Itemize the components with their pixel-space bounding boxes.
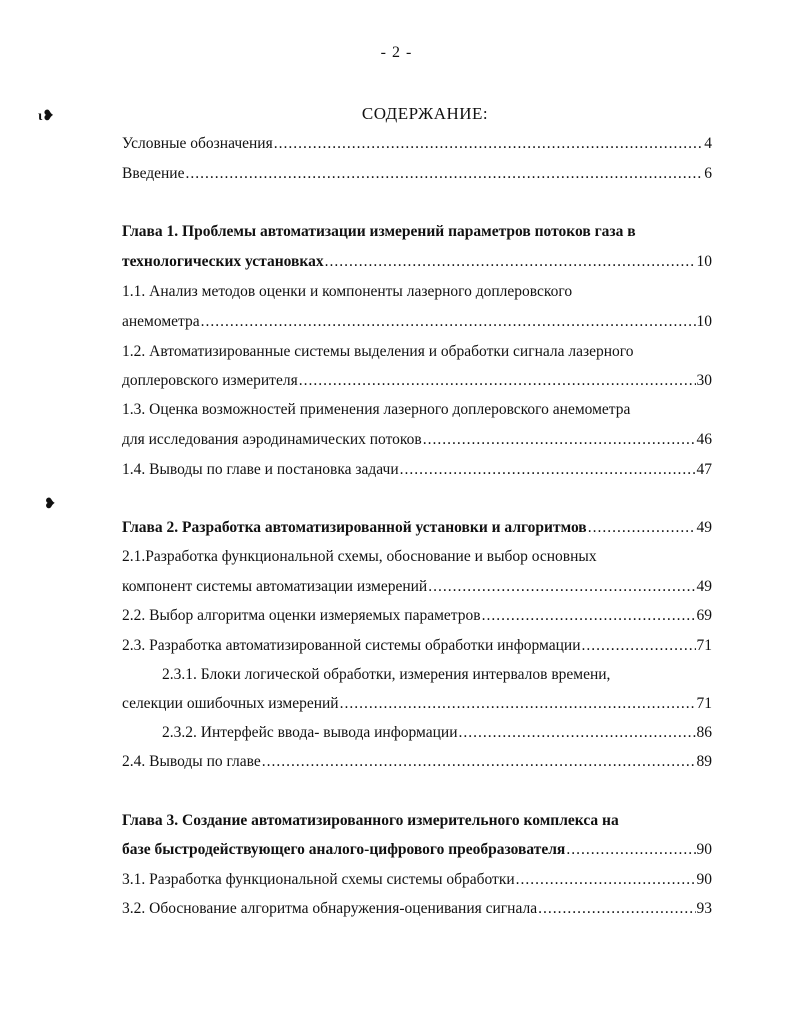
toc-entry: [122, 577, 712, 597]
dot-leader: [423, 430, 696, 450]
toc-entry: [122, 164, 712, 184]
toc-entry: [122, 636, 712, 656]
toc-entry: [122, 430, 712, 450]
toc-page-number: 47: [696, 461, 712, 478]
toc-chapter-heading: Глава 1. Проблемы автоматизации измерений параметров потоков газа в: [122, 223, 636, 240]
toc-entry-text: для исследования аэродинамических потоков: [122, 431, 422, 448]
toc-entry-text: базе быстродействующего аналого-цифрового преобразователя: [122, 841, 566, 858]
toc-page-number: 71: [696, 637, 712, 654]
toc-entry-text: 3.2. Обоснование алгоритма обнаружения-оценивания сигнала: [122, 900, 538, 917]
toc-page-number: 6: [704, 165, 712, 182]
toc-entry-text: 1.3. Оценка возможностей применения лазерного доплеровского анемометра: [122, 401, 631, 418]
toc-page-number: 93: [696, 900, 712, 917]
toc-page-number: 71: [696, 695, 712, 712]
toc-page-number: 49: [696, 578, 712, 595]
toc-page-number: 86: [696, 724, 712, 741]
toc-entry: [122, 460, 712, 480]
dot-leader: [581, 636, 695, 656]
toc-entry: [122, 870, 712, 890]
toc-page-number: 69: [696, 607, 712, 624]
toc-entry: [122, 694, 712, 714]
toc-entry-text: Условные обозначения: [122, 135, 273, 152]
toc-entry: [122, 312, 712, 332]
dot-leader: [299, 371, 696, 391]
toc-page-number: 89: [696, 753, 712, 770]
toc-entry-text: Глава 2. Разработка автоматизированной установки и алгоритмов: [122, 519, 587, 536]
toc-page-number: 90: [696, 841, 712, 858]
toc-page-number: 30: [696, 372, 712, 389]
toc-entry-text: 3.1. Разработка функциональной схемы системы обработки: [122, 871, 515, 888]
dot-leader: [516, 870, 696, 890]
toc-entry: [122, 840, 712, 860]
dot-leader: [588, 518, 696, 538]
toc-entry-text: Введение: [122, 165, 185, 182]
toc-entry: [122, 518, 712, 538]
toc-entry-text: 2.4. Выводы по главе: [122, 753, 261, 770]
toc-page-number: 10: [696, 253, 712, 270]
toc-page-number: 90: [696, 871, 712, 888]
toc-entry-text: компонент системы автоматизации измерений: [122, 578, 428, 595]
toc-page-number: 10: [696, 313, 712, 330]
scan-mark: ɩ❥: [38, 109, 55, 124]
page-number: - 2 -: [380, 44, 413, 61]
toc-entry-text: 2.3.2. Интерфейс ввода- вывода информации: [162, 724, 458, 741]
toc-chapter-heading: Глава 3. Создание автоматизированного измерительного комплекса на: [122, 812, 619, 829]
toc-title: СОДЕРЖАНИЕ:: [361, 104, 489, 123]
scan-mark: ❥: [44, 497, 56, 512]
toc-entry-text: 1.1. Анализ методов оценки и компоненты лазерного доплеровского: [122, 283, 573, 300]
toc-entry: [122, 723, 712, 743]
toc-entry: [122, 252, 712, 272]
dot-leader: [482, 606, 696, 626]
dot-leader: [185, 164, 703, 184]
toc-entry-text: доплеровского измерителя: [122, 372, 298, 389]
toc-entry-text: 2.2. Выбор алгоритма оценки измеряемых параметров: [122, 607, 481, 624]
dot-leader: [538, 899, 695, 919]
toc-page-number: 4: [704, 135, 712, 152]
dot-leader: [262, 752, 696, 772]
dot-leader: [428, 577, 695, 597]
dot-leader: [325, 252, 696, 272]
toc-entry-text: анемометра: [122, 313, 200, 330]
toc-entry-text: 1.4. Выводы по главе и постановка задачи: [122, 461, 399, 478]
toc-entry: [122, 752, 712, 772]
dot-leader: [459, 723, 696, 743]
toc-entry: [122, 134, 712, 154]
toc-entry-text: 2.3.1. Блоки логической обработки, измерения интервалов времени,: [162, 666, 611, 683]
toc-entry: [122, 371, 712, 391]
toc-entry-text: технологических установках: [122, 253, 324, 270]
toc-page-number: 49: [696, 519, 712, 536]
toc-entry-text: 1.2. Автоматизированные системы выделения и обработки сигнала лазерного: [122, 343, 634, 360]
toc-entry-text: 2.3. Разработка автоматизированной системы обработки информации: [122, 637, 581, 654]
toc-entry: [122, 606, 712, 626]
toc-entry: [122, 899, 712, 919]
toc-page-number: 46: [696, 431, 712, 448]
dot-leader: [400, 460, 696, 480]
dot-leader: [340, 694, 696, 714]
dot-leader: [274, 134, 704, 154]
dot-leader: [566, 840, 695, 860]
toc-entry-text: селекции ошибочных измерений: [122, 695, 339, 712]
toc-entry-text: 2.1.Разработка функциональной схемы, обоснование и выбор основных: [122, 548, 597, 565]
dot-leader: [201, 312, 696, 332]
